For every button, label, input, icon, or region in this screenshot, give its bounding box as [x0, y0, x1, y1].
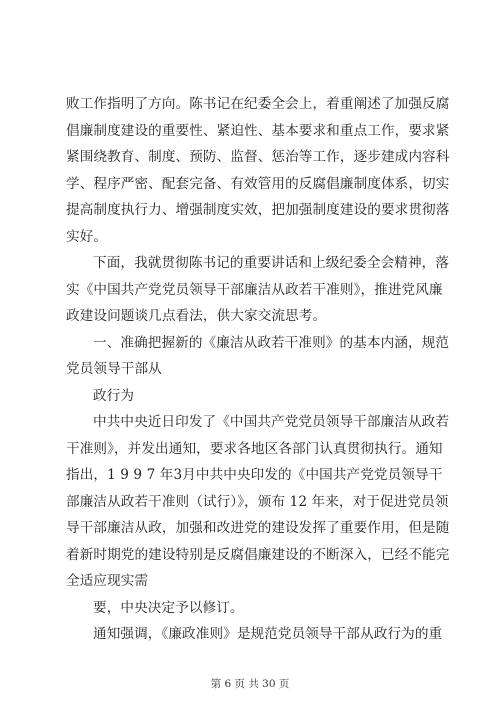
text-line: 着新时期党的建设特别是反腐倡廉建设的不断深入，已经不能完	[66, 546, 450, 563]
text-line: 实好。	[66, 228, 108, 245]
text-line: 政建设问题谈几点看法，供大家交流思考。	[66, 308, 327, 324]
page-total: 共 30 页	[248, 678, 290, 690]
text-line: 中共中央近日印发了《中国共产党党员领导干部廉洁从政若	[93, 414, 450, 430]
text-line: 紧围绕教育、制度、预防、监督、惩治等工作，逐步建成内容科	[66, 149, 450, 165]
text-line: 政行为	[93, 387, 135, 404]
text-line: 全适应现实需	[66, 573, 149, 589]
text-line: 要，中央决定予以修订。	[93, 599, 244, 616]
text-line: 学、程序严密、配套完备、有效管用的反腐倡廉制度体系，切实	[66, 175, 450, 192]
text-line: 下面，我就贯彻陈书记的重要讲话和上级纪委全会精神，落	[93, 255, 450, 271]
text-line: 败工作指明了方向。陈书记在纪委全会上，着重阐述了加强反腐	[66, 96, 450, 112]
text-line: 倡廉制度建设的重要性、紧迫性、基本要求和重点工作，要求紧	[66, 122, 450, 139]
text-line: 干准则》，并发出通知，要求各地区各部门认真贯彻执行。通知	[66, 440, 443, 457]
text-line: 实《中国共产党党员领导干部廉洁从政若干准则》，推进党风廉	[66, 281, 443, 298]
page-number: 第 6 页	[210, 678, 245, 690]
text-line: 导干部廉洁从政，加强和改进党的建设发挥了重要作用，但是随	[66, 520, 450, 536]
page-footer	[0, 676, 500, 691]
text-line: 党员领导干部从	[66, 361, 162, 377]
text-line: 部廉洁从政若干准则（试行）》，颁布 12 年来，对于促进党员领	[66, 493, 449, 510]
text-line: 指出，1 9 9 7 年3月中共中央印发的《中国共产党党员领导干	[66, 467, 443, 483]
text-line: 提高制度执行力、增强制度实效，把加强制度建设的要求贯彻落	[66, 202, 450, 218]
text-line: 通知强调，《廉政准则》是规范党员领导干部从政行为的重	[93, 626, 443, 642]
text-line: 一、准确把握新的《廉洁从政若干准则》的基本内涵，规范	[93, 334, 450, 351]
document-body	[66, 91, 450, 648]
